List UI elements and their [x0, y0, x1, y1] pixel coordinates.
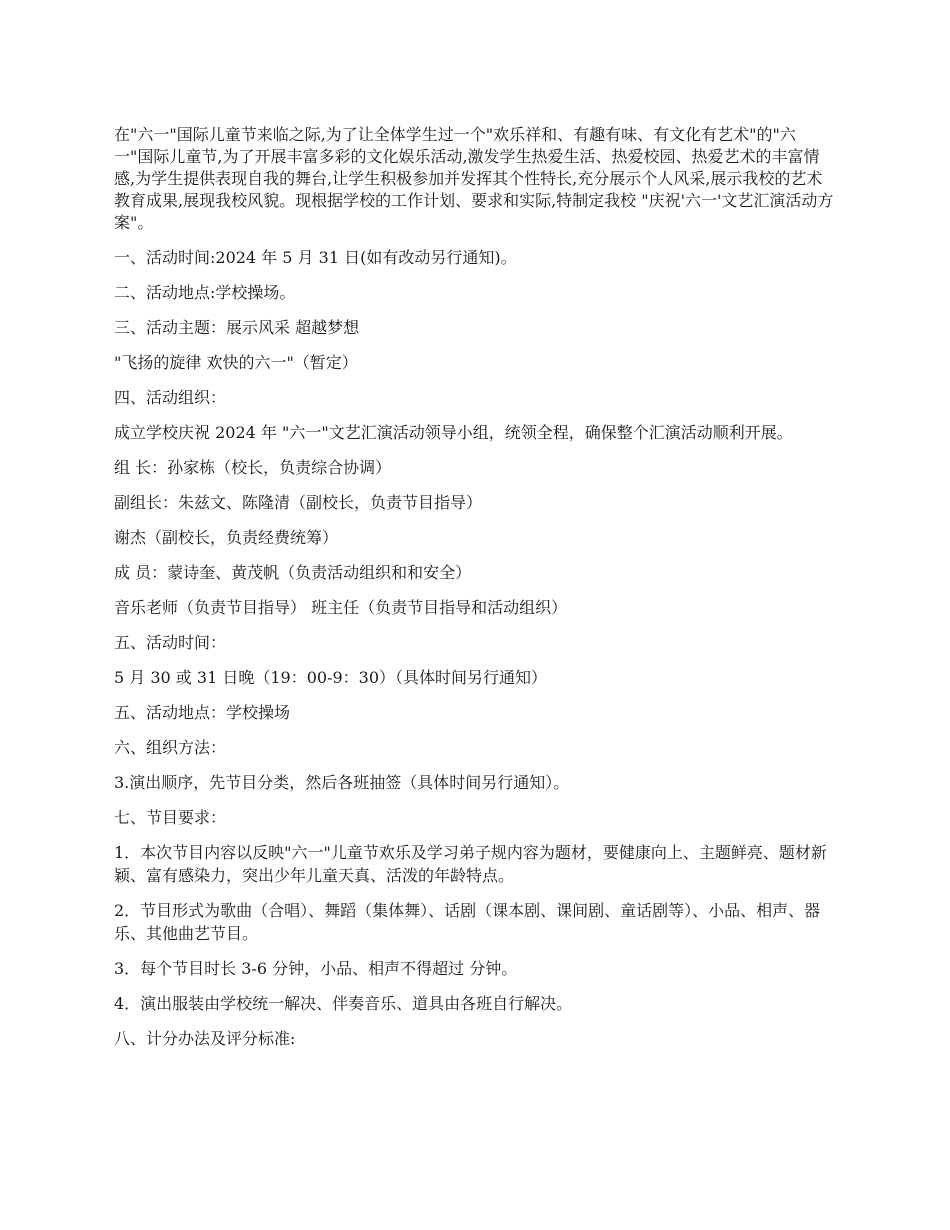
- paragraph-deputy-leaders: 副组长：朱兹文、陈隆清（副校长，负责节目指导）: [114, 493, 483, 512]
- document-body: [114, 124, 834, 1062]
- paragraph-time-detail: 5 月 30 或 31 日晚（19：00-9：30）（具体时间另行通知）: [114, 668, 547, 687]
- paragraph-requirements-heading: 七、节目要求：: [114, 808, 227, 827]
- intro-paragraph: 在"六一"国际儿童节来临之际,为了让全体学生过一个"欢乐祥和、有趣有味、有文化有艺术"的"六一"国际儿童节,为了开展丰富多彩的文化娱乐活动,激发学生热爱生活、热爱校园、热爱艺术的丰富情感,为学生提供表现自我的舞台,让学生积极参加并发挥其个性特长,充分展示个人风采,展示我校的艺术教育成果,展现我校风貌。现根据学校的工作计划、要求和实际,特制定我校 "庆祝'六一'文艺汇演活动方案"。: [114, 125, 834, 232]
- paragraph-leadership-group: 成立学校庆祝 2024 年 "六一"文艺汇演活动领导小组，统领全程，确保整个汇演活动顺利开展。: [114, 423, 793, 442]
- paragraph-requirement-2: 2．节目形式为歌曲（合唱）、舞蹈（集体舞）、话剧（课本剧、课间剧、童话剧等）、小品、相声、器乐、其他曲艺节目。: [114, 901, 821, 943]
- paragraph-requirement-1: 1．本次节目内容以反映"六一"儿童节欢乐及学习弟子规内容为题材，要健康向上、主题鲜亮、题材新颖、富有感染力，突出少年儿童天真、活泼的年龄特点。: [114, 843, 827, 885]
- paragraph-location-detail: 五、活动地点：学校操场: [114, 703, 291, 722]
- paragraph-teachers: 音乐老师（负责节目指导） 班主任（负责节目指导和活动组织）: [114, 598, 568, 617]
- paragraph-group-leader: 组 长：孙家栋（校长，负责综合协调）: [114, 458, 392, 477]
- paragraph-requirement-4: 4．演出服装由学校统一解决、伴奏音乐、道具由各班自行解决。: [114, 994, 573, 1013]
- paragraph-method-heading: 六、组织方法：: [114, 738, 227, 757]
- paragraph-deputy-finance: 谢杰（副校长，负责经费统筹）: [114, 528, 339, 547]
- paragraph-scoring-heading: 八、计分办法及评分标准:: [114, 1029, 296, 1048]
- paragraph-organization-heading: 四、活动组织：: [114, 388, 227, 407]
- paragraph-activity-theme: 三、活动主题：展示风采 超越梦想: [114, 318, 360, 337]
- paragraph-theme-subtitle: "飞扬的旋律 欢快的六一"（暂定）: [114, 353, 358, 372]
- paragraph-activity-time: 一、活动时间:2024 年 5 月 31 日(如有改动另行通知)。: [114, 248, 517, 267]
- paragraph-activity-location: 二、活动地点:学校操场。: [114, 283, 296, 302]
- paragraph-members: 成 员：蒙诗奎、黄茂帆（负责活动组织和和安全）: [114, 563, 472, 582]
- paragraph-requirement-3: 3．每个节目时长 3-6 分钟，小品、相声不得超过 分钟。: [114, 959, 518, 978]
- paragraph-time-heading: 五、活动时间：: [114, 633, 227, 652]
- paragraph-performance-order: 3.演出顺序，先节目分类，然后各班抽签（具体时间另行通知）。: [114, 773, 570, 792]
